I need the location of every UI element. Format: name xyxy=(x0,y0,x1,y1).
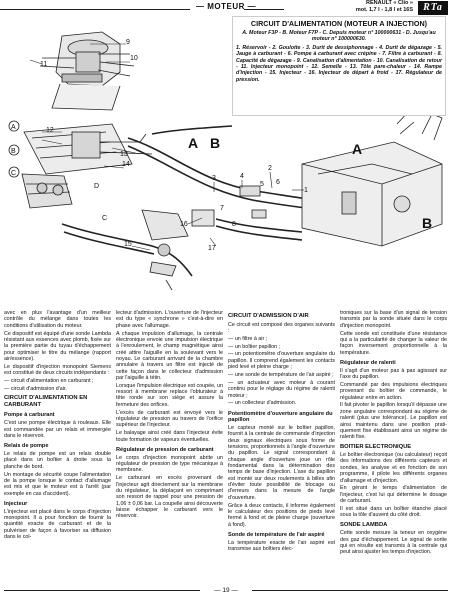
paragraph: Un montage de sécurité coupe l'alimentation de la pompe lorsque le contact d'allumage est mis et que le moteur est à l'arrêt (par exemple en cas d'accident). xyxy=(4,471,111,497)
label-circ-b: B xyxy=(11,148,16,155)
label-9: 9 xyxy=(126,39,130,46)
paragraph: Commandé par des impulsions électriques provenant du boîtier de commande, le régulateur entre en action. xyxy=(340,381,447,401)
label-1: 1 xyxy=(304,187,308,194)
label-14: 14 xyxy=(122,161,130,168)
paragraph: Il s'agit d'un moteur pas à pas agissant sur l'axe du papillon. xyxy=(340,367,447,381)
paragraph: Ce circuit est composé des organes suivants : xyxy=(228,321,335,334)
list-item: — un filtre à air ; xyxy=(228,335,268,342)
label-15: 15 xyxy=(124,241,132,248)
view-label-a-2: A xyxy=(352,141,363,157)
header-rule-right xyxy=(244,9,284,10)
label-6: 6 xyxy=(276,179,280,186)
caption-title: CIRCUIT D'ALIMENTATION (MOTEUR A INJECTION) xyxy=(250,19,428,28)
header-rule-left xyxy=(0,9,190,10)
footer-rule-right xyxy=(252,590,448,591)
page-number: — 19 — xyxy=(214,587,238,594)
paragraph: Grâce à deux contacts, il informe également le calculateur des positions de pieds levé fermé à fond et de pleine charge (ouverture à fond). xyxy=(228,502,335,528)
label-11: 11 xyxy=(40,61,48,68)
label-3: 3 xyxy=(212,175,216,182)
paragraph: L'injecteur est placé dans le corps d'injection monopoint. Il a pour fonction de fournir la quantité exacte de carburant et de la pulvériser de façon à favoriser sa diffusion dans le col- xyxy=(4,508,111,541)
label-13: 13 xyxy=(120,151,128,158)
list-item: — un potentiomètre d'ouverture angulaire du papillon. Il comprend également les contacts pied levé et pleine charge ; xyxy=(228,351,335,371)
list-item: — un actuateur avec moteur à courant continu pour le réglage du régime de ralenti moteur ; xyxy=(228,379,335,399)
paragraph: lecteur d'admission. L'ouverture de l'injecteur est du type « synchrone » c'est-à-dire en phase avec l'allumage. xyxy=(116,310,223,329)
paragraph: Il fait pivoter le papillon lorsqu'il dépasse une zone angulaire correspondant au régime de ralenti (plus une tolérance). Le papillon est ainsi maintenu dans une position prati-quement fixe établissant ainsi un régime de ralenti fixe. xyxy=(340,402,447,441)
caption-legend: 1. Réservoir - 2. Goulotte - 3. Durit de dessiphonnage - 4. Durit de dégazage - 5. Jauge à carburant - 6. Pompe à carburant avec crépine - 7. Filtre à carburant - 8. Capacité de dégazage - 9. Canalisation d'alimentation - 10. Canalisation de retour - 11. Injecteur monopoint - 12. Semelle - 13. Tôle pare-chaleur - 14. Rampe d'injection - 15. Injecteur - 16. Injecteur de départ à froid - 17. Régulateur de pression. xyxy=(236,44,442,83)
label-12: 12 xyxy=(46,127,54,134)
list-item: — un collecteur d'admission. xyxy=(228,400,297,407)
text-column-4 xyxy=(340,310,447,582)
paragraph: Il est situé dans un boîtier étanche placé sous la tôle d'auvent du côté droit. xyxy=(340,505,447,519)
label-8: 8 xyxy=(232,221,236,228)
subheading: Pompe à carburant xyxy=(4,412,55,419)
paragraph: Le relais de pompe est un relais double placé dans un boîtier à droite sous la planche de bord. xyxy=(4,451,111,470)
model-line-1: RENAULT « Clio » xyxy=(366,0,413,6)
subheading: Injecteur xyxy=(4,500,28,507)
label-7: 7 xyxy=(220,205,224,212)
text-column-3 xyxy=(228,310,335,582)
list-item: — un boîtier papillon ; xyxy=(228,343,280,350)
paragraph: L'excès de carburant est envoyé vers le régulateur de pression au travers de l'orifice supérieur de l'injecteur. xyxy=(116,409,223,429)
section-heading: SONDE LAMBDA xyxy=(340,521,388,528)
paragraph: Ce dispositif est équipé d'une sonde Lambda résistant aux essences avec plomb, fixée sur la première partie du tuyau d'échappement pour optimiser le titre du mélange (rapport air/essence). xyxy=(4,330,111,362)
section-title: — MOTEUR — xyxy=(196,2,257,11)
paragraph: Le carburant en excès provenant de l'injecteur agit directement sur la membrane du régulateur, la déplaçant en comprimant son ressort de rappel pour une pression de 1,06 ± 0,06 bar. La coupelle ainsi découverte laisse échapper le carburant vers le réservoir. xyxy=(116,475,223,520)
list-item: — une sonde de température de l'air aspiré ; xyxy=(228,372,334,378)
view-label-a-1: A xyxy=(188,135,199,151)
subheading: Relais de pompe xyxy=(4,443,49,450)
paragraph: Le capteur monté sur le boîtier papillon, fournit à la centrale de commande d'injection deux signaux électriques sous forme de tensions, proportionnels à l'angle d'ouverture du papillon. Le signal correspondant à chaque angle d'ouverture joue un rôle fondamental dans la détermination des temps de base d'injection. L'axe du papillon est monté sur deux roulements à billes afin d'éviter toute possibilité de blocage ou d'erreurs dans la mesure de l'angle d'ouverture. xyxy=(228,424,335,501)
paragraph: Lorsque l'impulsion électrique est coupée, un ressort à membrane replace l'obturateur à tête ronde sur son siège et assure la fermeture des orifices. xyxy=(116,382,223,408)
subheading: Régulateur de pression de carburant xyxy=(116,446,214,453)
label-10: 10 xyxy=(130,55,138,62)
paragraph: Le boîtier électronique (ou calculateur) reçoit des informations des différents capteurs et sondes, les analyse et en fonction de son programme, il pilote les différents organes d'allumage et d'injection. xyxy=(340,452,447,484)
label-c: C xyxy=(102,215,108,222)
section-heading: CIRCUIT D'ADMISSION D'AIR xyxy=(228,313,309,319)
text-column-2 xyxy=(116,310,223,582)
figure-caption xyxy=(232,16,446,116)
paragraph: Le corps d'injection monopoint abrite un régulateur de pression de type mécanique à membrane. xyxy=(116,454,223,474)
paragraph: Le dispositif d'injection monopoint Siemens est constitué de deux circuits indépendants : xyxy=(4,363,111,377)
label-circ-a: A xyxy=(11,124,16,131)
caption-variants: A. Moteur F3P - B. Moteur F7P - C. Depuis moteur n° 100000631 - D. Jusqu'au moteur n° 100000630. xyxy=(242,30,436,43)
text-column-1 xyxy=(4,310,111,582)
paragraph: A chaque impulsion d'allumage, la centrale électronique envoie une impulsion électrique à l'enroulement, le champ magnétique ainsi créé attire l'aiguille en la soulevant vers le noyau. Le carburant arrivant de la chambre annulaire à travers un filtre est injecté de cette façon dans le collecteur d'admission par l'aiguille à tétin. xyxy=(116,330,223,381)
label-16: 16 xyxy=(180,221,188,228)
label-circ-c: C xyxy=(11,170,17,177)
paragraph: En gérant le temps d'alimentation de l'injecteur, c'est lui qui détermine le dosage de carburant. xyxy=(340,485,447,505)
label-17: 17 xyxy=(208,245,216,252)
paragraph: Le balayage ainsi créé dans l'injecteur évite toute formation de vapeurs éventuelles. xyxy=(116,430,223,443)
model-line-2: mot. 1,7 l - 1,8 l et 16S xyxy=(355,6,413,13)
label-4: 4 xyxy=(240,173,244,180)
list-item: — circuit d'alimentation en carburant ; xyxy=(4,377,94,384)
paragraph: troniques sur la base d'un signal de tension transmis par la sonde située dans le corps d'injection monopoint. xyxy=(340,310,447,329)
view-label-b-2: B xyxy=(422,215,433,231)
subheading: Régulateur de ralenti xyxy=(340,359,396,366)
paragraph: Cette sonde est constituée d'une résistance qui a la particularité de changer la valeur de façon inversement proportionnelle à la température. xyxy=(340,330,447,356)
section-heading: CIRCUIT D'ALIMENTATION EN CARBURANT xyxy=(4,395,88,408)
fuel-tank-drawing xyxy=(302,110,442,246)
paragraph: Cette sonde mesure la teneur en oxygène des gaz d'échappement. Le signal de sortie qui en résulte est transmis à la centrale qui peut ainsi ajuster les temps d'injection. xyxy=(340,530,447,556)
paragraph: avec en plus l'avantage d'un meilleur contrôle du mélange dans toutes les conditions d'utilisation du moteur. xyxy=(4,310,111,329)
injection-ramp-drawing xyxy=(22,124,152,208)
rta-logo: RTa xyxy=(418,1,448,15)
list-item: — circuit d'admission d'air. xyxy=(4,385,67,392)
label-2: 2 xyxy=(268,165,272,172)
subheading: Sonde de température de l'air aspiré xyxy=(228,531,325,538)
model-info xyxy=(293,0,413,13)
label-5: 5 xyxy=(260,181,264,188)
section-heading: BOITIER ELECTRONIQUE xyxy=(340,443,412,450)
paragraph: La température exacte de l'air aspiré est transmise aux boîtiers élec- xyxy=(228,539,335,553)
label-d: D xyxy=(94,183,100,190)
fuel-filter-drawing xyxy=(192,186,266,226)
subheading: Potentiomètre d'ouverture angulaire du papillon xyxy=(228,410,333,424)
paragraph: C'est une pompe électrique à rouleaux. Elle est commandée par un relais et immergée dans le réservoir. xyxy=(4,420,111,439)
view-label-b-1: B xyxy=(210,135,221,151)
